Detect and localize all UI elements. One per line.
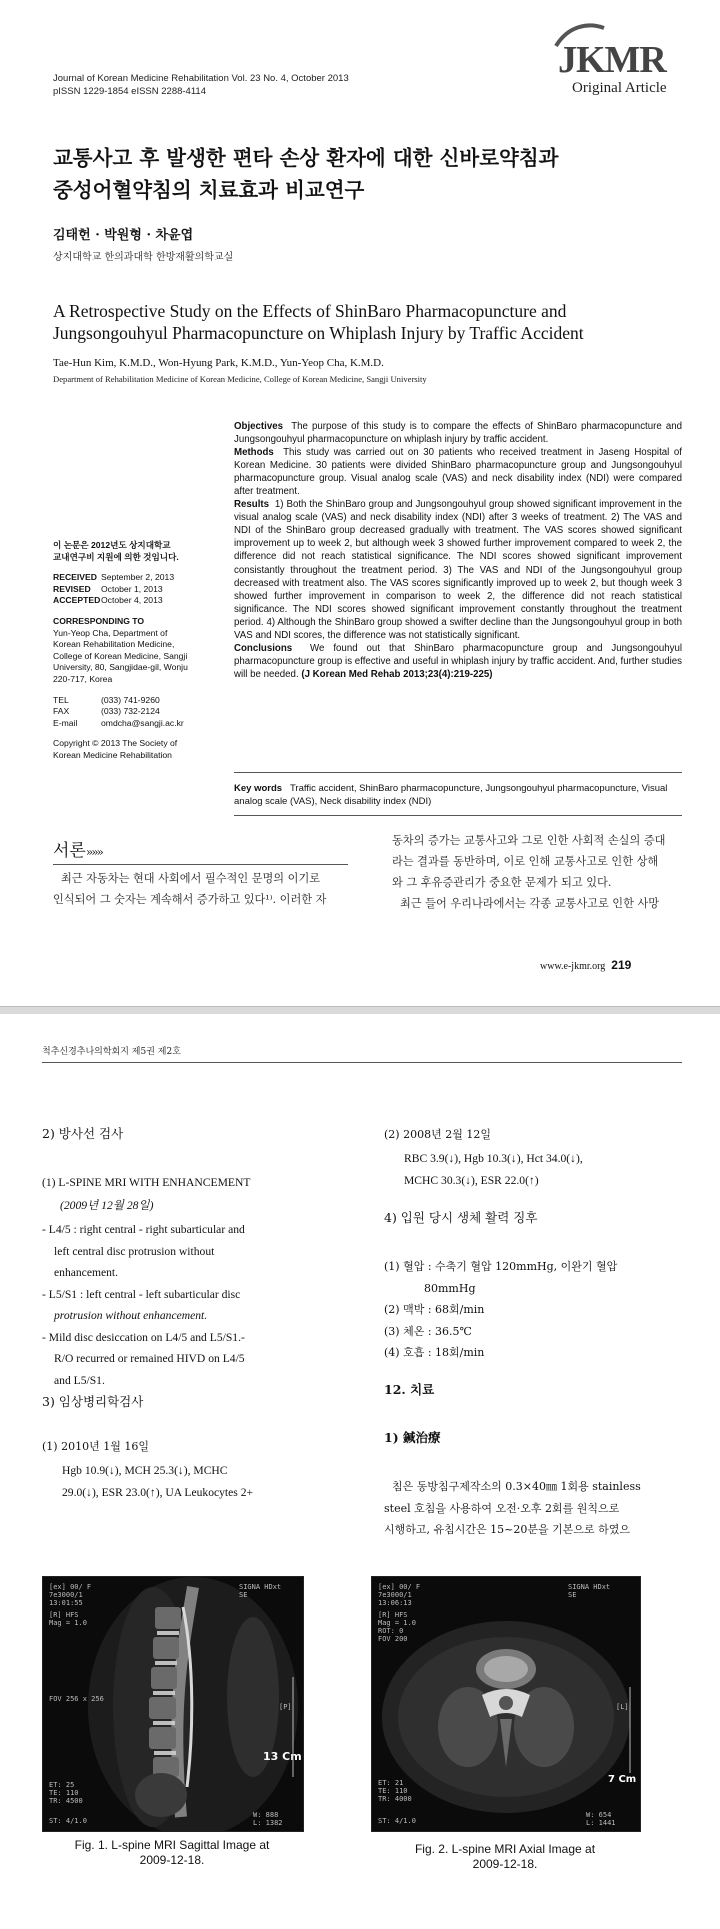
introduction-heading: 서론»»» — [53, 841, 102, 861]
conclusions-text: We found out that ShinBaro pharmacopuncture group and Jungsongouhyul pharmacopuncture group is effective and useful in whiplash injury by traffic accident. And, further studies will be needed. — [234, 642, 682, 680]
figure-1-caption: Fig. 1. L-spine MRI Sagittal Image at 2009-12-18. — [74, 1838, 270, 1867]
section-clinical-pathology: 3) 임상병리학검사 — [42, 1394, 144, 1409]
fig2-scale-label: 7 Cm — [608, 1774, 637, 1785]
svg-text:TR: 4000: TR: 4000 — [378, 1795, 412, 1803]
figure-2-caption: Fig. 2. L-spine MRI Axial Image at 2009-12-18. — [414, 1842, 596, 1871]
section-treatment: 12. 치료 — [384, 1382, 435, 1397]
received-date: September 2, 2013 — [101, 572, 175, 583]
keywords — [234, 782, 682, 808]
keywords-rule-bottom — [234, 815, 682, 816]
contact-info — [53, 695, 218, 730]
lab2-results: RBC 3.9(↓), Hgb 10.3(↓), Hct 34.0(↓), MCHC 30.3(↓), ESR 22.0(↑) — [404, 1152, 583, 1187]
logo-text: JKMR — [558, 39, 666, 81]
page-number: 219 — [611, 958, 632, 972]
results-label: Results — [234, 499, 269, 511]
korean-authors: 김태헌 · 박원형 · 차윤엽 — [53, 228, 194, 243]
heading-arrows: »»» — [85, 845, 102, 859]
keywords-rule-top — [234, 772, 682, 773]
svg-text:Mag = 1.0: Mag = 1.0 — [49, 1619, 87, 1627]
figure-1-sagittal-mri — [42, 1576, 304, 1832]
journal-issn-line: pISSN 1229-1854 eISSN 2288-4114 — [53, 86, 206, 97]
methods-label: Methods — [234, 447, 274, 459]
jkmr-logo — [548, 22, 680, 102]
vital-signs: (1) 혈압 : 수축기 혈압 120mmHg, 이완기 혈압 80mmHg (2) 맥박 : 68회/min (3) 체온 : 36.5℃ (4) 호흡 : 18회/min — [384, 1260, 618, 1359]
section-radiology: 2) 방사선 검사 — [42, 1126, 124, 1141]
journal-url[interactable]: www.e-jkmr.org — [540, 961, 606, 972]
svg-text:ST: 4/1.0: ST: 4/1.0 — [378, 1817, 416, 1825]
citation: (J Korean Med Rehab 2013;23(4):219-225) — [301, 668, 493, 680]
svg-text:FOV 200: FOV 200 — [378, 1635, 408, 1643]
svg-text:[P]: [P] — [279, 1703, 292, 1711]
english-authors: Tae-Hun Kim, K.M.D., Won-Hyung Park, K.M.D., Yun-Yeop Cha, K.M.D. — [53, 357, 384, 369]
intro-column-left: 최근 자동차는 현대 사회에서 필수적인 문명의 이기로 인식되어 그 숫자는 계속해서 증가하고 있다¹⁾. 이러한 자 — [53, 872, 327, 906]
svg-text:SE: SE — [239, 1591, 248, 1599]
svg-text:7e3000/1: 7e3000/1 — [49, 1591, 83, 1599]
fax-value: (033) 732-2124 — [101, 706, 160, 717]
fig1-scale-label: 13 Cm — [263, 1750, 302, 1763]
svg-text:ST: 4/1.0: ST: 4/1.0 — [49, 1817, 87, 1825]
received-label: RECEIVED — [53, 572, 97, 583]
treatment-text: 침은 동방침구제작소의 0.3×40㎜ 1회용 stainless steel 호침을 사용하여 오전·오후 2회를 원칙으로 시행하고, 유침시간은 15~20분을 기본으로 하였으 — [384, 1480, 641, 1536]
email-label: E-mail — [53, 717, 78, 728]
svg-text:ET: 21: ET: 21 — [378, 1779, 404, 1787]
svg-text:ET: 25: ET: 25 — [49, 1781, 75, 1789]
page-footer — [540, 958, 631, 972]
svg-text:[ex] 00/ F: [ex] 00/ F — [49, 1583, 92, 1591]
svg-text:L: 1382: L: 1382 — [253, 1819, 283, 1827]
svg-text:TR: 4500: TR: 4500 — [49, 1797, 83, 1805]
logo-subtitle: Original Article — [572, 80, 667, 96]
svg-text:[R] HFS: [R] HFS — [49, 1611, 79, 1619]
svg-text:W: 888: W: 888 — [253, 1811, 279, 1819]
mri-title: (1) L-SPINE MRI WITH ENHANCEMENT — [42, 1176, 251, 1189]
svg-text:SE: SE — [568, 1591, 577, 1599]
tel-label: TEL — [53, 694, 69, 705]
keywords-label: Key words — [234, 783, 283, 794]
svg-text:L: 1441: L: 1441 — [586, 1819, 616, 1827]
revised-date: October 1, 2013 — [101, 583, 163, 594]
mri-findings: - L4/5 : right central - right subarticular and left central disc protrusion without enhancement. - L5/S1 : left central - left subarticular disc protrusion without enhancement. - Mild disc desiccation on L4/5 and L5/S1.- R/O recurred or remained HIVD on L4/5 and L5/S1. — [42, 1223, 245, 1387]
figure-2-axial-mri — [371, 1576, 641, 1832]
corresponding-author: CORRESPONDING TO Yun-Yeop Cha, Department of Korean Rehabilitation Medicine, College of Korean Medicine, Sangji University, 80, Sangjidae-gil, Wonju 220-717, Korea — [53, 615, 188, 684]
accepted-date: October 4, 2013 — [101, 595, 163, 606]
abstract — [234, 420, 682, 681]
journal-header — [53, 72, 349, 98]
lab1-date: (1) 2010년 1월 16일 — [42, 1440, 149, 1453]
article-info-sidebar — [53, 540, 218, 771]
objectives-text: The purpose of this study is to compare the effects of ShinBaro pharmacopuncture and Jungsongouhyul pharmacopuncture on whiplash injury by traffic accident. — [234, 421, 682, 446]
svg-text:TE: 110: TE: 110 — [49, 1789, 79, 1797]
svg-text:13:01:55: 13:01:55 — [49, 1599, 83, 1607]
intro-column-right: 동차의 증가는 교통사고와 그로 인한 사회적 손실의 증대 라는 결과를 동반하며, 이로 인해 교통사고로 인한 상해 와 그 후유증관리가 중요한 문제가 되고 있다. 최근 들어 우리나라에서는 각종 교통사고로 인한 사망 — [392, 834, 666, 910]
svg-text:[ex] 00/ F: [ex] 00/ F — [378, 1583, 421, 1591]
section-acupuncture: 1) 鍼治療 — [384, 1430, 441, 1445]
mri-date: (2009년 12월 28일) — [60, 1199, 154, 1212]
svg-text:[R] HFS: [R] HFS — [378, 1611, 408, 1619]
accepted-label: ACCEPTED — [53, 595, 101, 606]
section-vital-signs: 4) 입원 당시 생체 활력 징후 — [384, 1210, 538, 1225]
svg-text:7e3000/1: 7e3000/1 — [378, 1591, 412, 1599]
funding-note: 이 논문은 2012년도 상지대학교 교내연구비 지원에 의한 것임니다. — [53, 540, 179, 562]
svg-text:TE: 110: TE: 110 — [378, 1787, 408, 1795]
keywords-text: Traffic accident, ShinBaro pharmacopuncture, Jungsongouhyul pharmacopuncture, Visual analog scale (VAS), Neck disability index (NDI) — [234, 783, 668, 807]
mri-axial-image — [372, 1577, 640, 1831]
copyright: Copyright © 2013 The Society of Korean Medicine Rehabilitation — [53, 738, 178, 760]
introduction-rule — [53, 864, 348, 865]
english-affiliation: Department of Rehabilitation Medicine of Korean Medicine, College of Korean Medicine, Sangji University — [53, 374, 427, 384]
korean-title: 교통사고 후 발생한 편타 손상 환자에 대한 신바로약침과 중성어혈약침의 치료효과 비교연구 — [53, 146, 559, 202]
lab2-date: (2) 2008년 2월 12일 — [384, 1128, 491, 1141]
english-title: A Retrospective Study on the Effects of ShinBaro Pharmacopuncture and Jungsongouhyul Pharmacopuncture on Whiplash Injury by Traffic Accident — [53, 301, 584, 343]
korean-affiliation: 상지대학교 한의과대학 한방재활의학교실 — [53, 252, 234, 263]
svg-text:FOV 256 x 256: FOV 256 x 256 — [49, 1695, 104, 1703]
revised-label: REVISED — [53, 583, 91, 594]
svg-text:13:06:13: 13:06:13 — [378, 1599, 412, 1607]
tel-value: (033) 741-9260 — [101, 694, 160, 705]
objectives-label: Objectives — [234, 421, 284, 432]
mri-sagittal-image — [43, 1577, 303, 1831]
results-text: 1) Both the ShinBaro group and Jungsongouhyul group showed significant improvement in the visual analog scale (VAS) and neck disability index (NDI) after 3 weeks of treatment. 2) The VAS and NDI of the ShinBaro group decreased gradually with treatment. The VAS scores showed significant improvement up to week 2, but although week 3 showed further improvement compared to week 2, the difference did not reach statistical significance. The NDI scores showed significant improvement consistantly throughout the treatment period. 3) The VAS and NDI of the Jungsongouhyul group decreased with treatment also. The VAS scores significantly improved up to week 2, but though week 3 showed further improvement in comparison to week 2, the difference did not reach statistical significance. The NDI scores showed significant improvement constantly throughout the treatment period. 4) Although the ShinBaro group showed a swifter decline than the Jungsongouhyul group in both VAS and NDI scores, the difference was not statistically significant. — [234, 499, 683, 641]
svg-text:SIGNA HDxt: SIGNA HDxt — [568, 1583, 611, 1591]
conclusions-label: Conclusions — [234, 642, 293, 654]
svg-text:SIGNA HDxt: SIGNA HDxt — [239, 1583, 282, 1591]
dates — [53, 572, 218, 607]
svg-text:ROT: 0: ROT: 0 — [378, 1627, 404, 1635]
fax-label: FAX — [53, 706, 70, 717]
running-head: 척추신경추나의학회지 제5권 제2호 — [42, 1047, 181, 1057]
lab1-results: Hgb 10.9(↓), MCH 25.3(↓), MCHC 29.0(↓), ESR 23.0(↑), UA Leukocytes 2+ — [62, 1464, 254, 1499]
svg-text:W: 654: W: 654 — [586, 1811, 612, 1819]
journal-citation-line: Journal of Korean Medicine Rehabilitation Vol. 23 No. 4, October 2013 — [53, 73, 349, 84]
svg-text:Mag = 1.0: Mag = 1.0 — [378, 1619, 416, 1627]
svg-text:[L]: [L] — [616, 1703, 629, 1711]
running-head-rule — [42, 1062, 682, 1063]
email-link[interactable]: omdcha@sangji.ac.kr — [101, 717, 184, 728]
methods-text: This study was carried out on 30 patients who received treatment in Jaseng Hospital of Korean Medicine. 30 patients were divided ShinBaro pharmacopuncture group and Jungsongouhyul pharmacopuncture group. Visual analog scale (VAS) and neck disability index (NDI) were compared after treatment. — [234, 447, 683, 498]
